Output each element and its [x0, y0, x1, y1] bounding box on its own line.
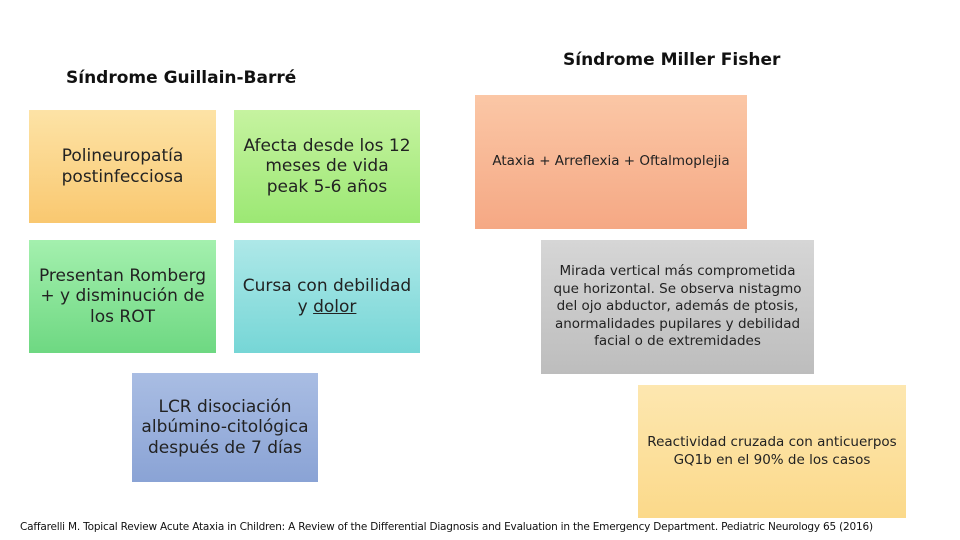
presentan-text: Presentan Romberg + y disminución de los ROT [38, 265, 207, 327]
afecta-box [234, 110, 420, 223]
ataxia-text: Ataxia + Arreflexia + Oftalmoplejia [492, 153, 730, 170]
cursa-emphasis: dolor [313, 296, 357, 317]
ataxia-box [475, 95, 747, 229]
polineuropatia-text: Polineuropatía postinfecciosa [61, 146, 184, 187]
miller-fisher-heading: Síndrome Miller Fisher [563, 50, 781, 70]
cursa-text [242, 276, 412, 317]
reactividad-text: Reactividad cruzada con anticuerpos GQ1b en el 90% de los casos [647, 433, 897, 468]
cursa-prefix: Cursa con debilidad y [242, 276, 412, 317]
presentan-box [29, 240, 216, 353]
lcr-text: LCR disociación albúmino-citológica después de 7 días [141, 396, 309, 458]
lcr-box [132, 373, 318, 482]
reactividad-box [638, 385, 906, 518]
guillain-barre-heading: Síndrome Guillain-Barré [66, 68, 297, 88]
mirada-text: Mirada vertical más comprometida que horizontal. Se observa nistagmo del ojo abductor, además de ptosis, anormalidades pupilares y debilidad facial o de extremidades [553, 263, 802, 350]
afecta-text: Afecta desde los 12 meses de vida peak 5-6 años [243, 135, 411, 197]
polineuropatia-box [29, 110, 216, 223]
citation: Caffarelli M. Topical Review Acute Ataxia in Children: A Review of the Differential Diagnosis and Evaluation in the Emergency Department. Pediatric Neurology 65 (2016) [20, 521, 873, 533]
mirada-box [541, 240, 814, 374]
cursa-box [234, 240, 420, 353]
